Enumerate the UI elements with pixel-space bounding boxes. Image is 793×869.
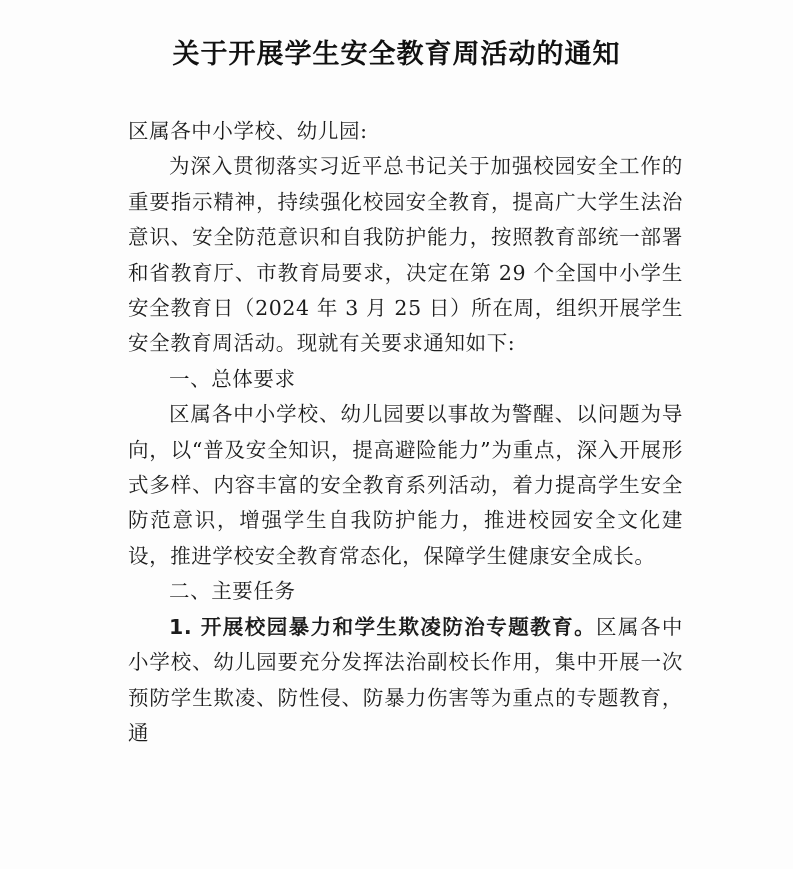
section-2-heading: 二、主要任务 xyxy=(169,579,296,604)
section-1-paragraph: 区属各中小学校、幼儿园要以事故为警醒、以问题为导向，以“普及安全知识，提高避险能力”为重点，深入开展形式多样、内容丰富的安全教育系列活动，着力提高学生安全防范意识，增强学生自我防护能力，推进校园安全文化建设，推进学校安全教育常态化，保障学生健康安全成长。 xyxy=(128,402,683,568)
document-title: 关于开展学生安全教育周活动的通知 xyxy=(172,39,621,70)
document-body xyxy=(128,114,683,751)
salutation: 区属各中小学校、幼儿园: xyxy=(128,119,368,143)
section-1-heading: 一、总体要求 xyxy=(169,366,296,391)
intro-paragraph: 为深入贯彻落实习近平总书记关于加强校园安全工作的重要指示精神，持续强化校园安全教育，提高广大学生法治意识、安全防范意识和自我防护能力，按照教育部统一部署和省教育厅、市教育局要求，决定在第 29 个全国中小学生安全教育日（2024 年 3 月 25 日）所在周，组织开展学生安全教育周活动。现就有关要求通知如下: xyxy=(128,154,683,356)
task-1-title: 1. 开展校园暴力和学生欺凌防治专题教育。 xyxy=(169,614,597,639)
task-1-paragraph xyxy=(128,610,683,752)
task-1-text: 区属各中小学校、幼儿园要充分发挥法治副校长作用，集中开展一次预防学生欺凌、防性侵、防暴力伤害等为重点的专题教育，通 xyxy=(128,614,683,745)
